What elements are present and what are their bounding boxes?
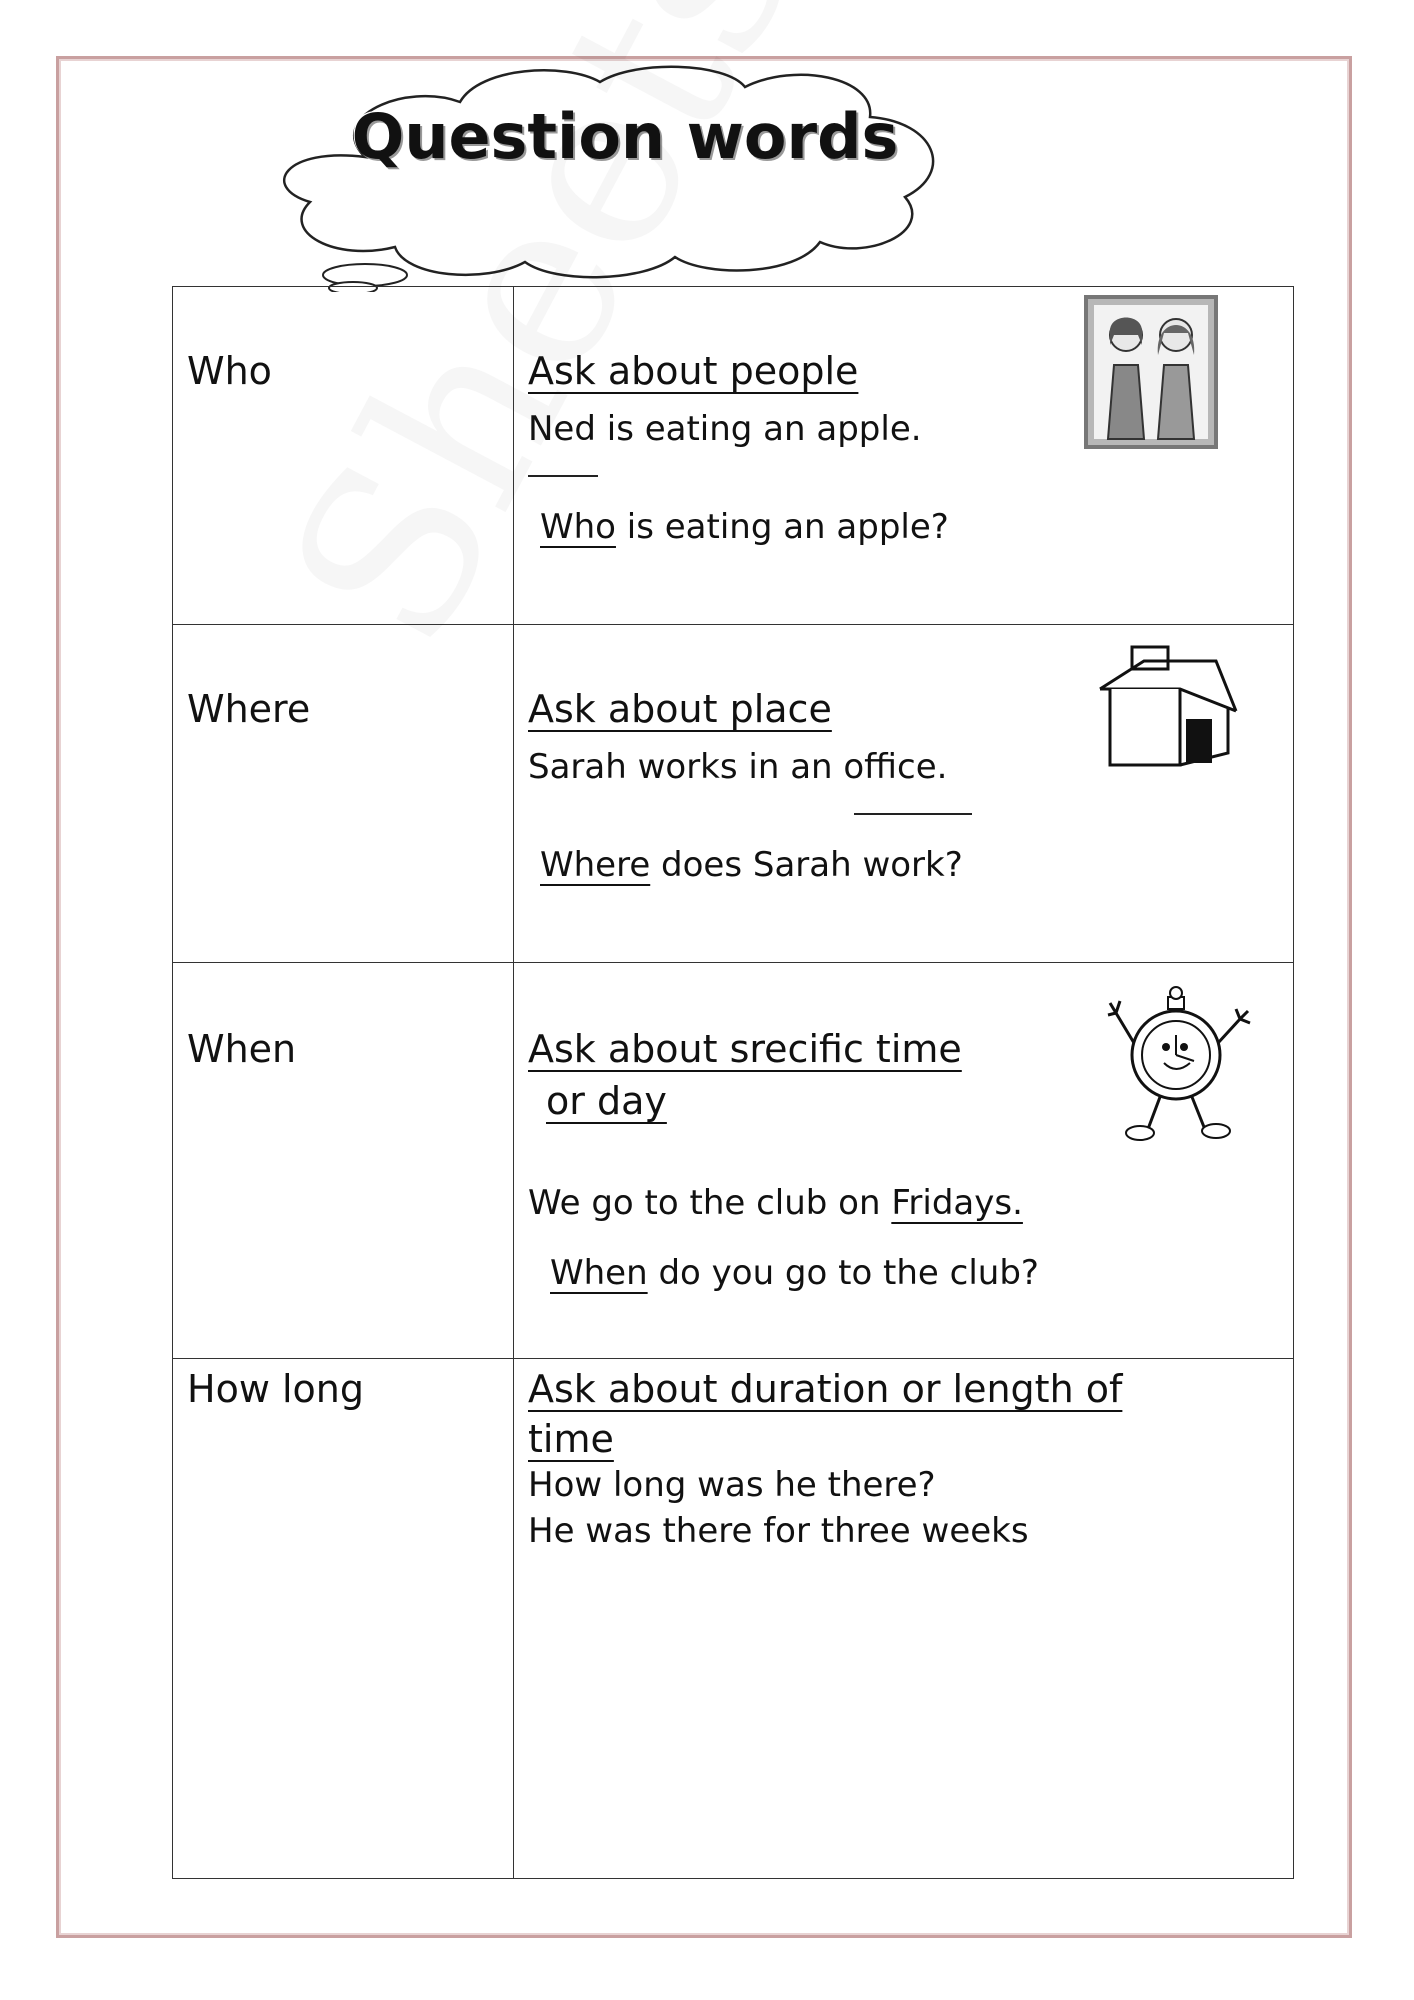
table-row-who: [173, 287, 1294, 625]
example-question: [528, 1253, 1293, 1293]
explanation-cell: [514, 963, 1294, 1359]
example-sentence: [528, 1183, 1293, 1223]
question-word: Who: [187, 349, 272, 393]
page-title: Question words: [351, 100, 899, 173]
row-heading: Ask about people: [528, 349, 859, 393]
question-word-underlined: Where: [540, 845, 651, 885]
thought-cloud: [255, 62, 995, 292]
explanation-cell: [514, 1359, 1294, 1879]
question-word: When: [187, 1027, 297, 1071]
row-heading: Ask about place: [528, 687, 832, 731]
row-heading-line2: time: [528, 1417, 614, 1461]
house-picture: [1094, 641, 1240, 771]
word-cell: [173, 1359, 514, 1879]
example-line-1: How long was he there?: [528, 1465, 936, 1505]
table-row-how-long: [173, 1359, 1294, 1879]
question-word-underlined: When: [550, 1253, 648, 1293]
answer-blank-line: [528, 449, 598, 477]
question-words-table: [172, 286, 1294, 1879]
example-sentence: Sarah works in an office.: [528, 747, 948, 787]
cloud-shape: [255, 62, 995, 292]
row-heading-line1: Ask about srecific time: [528, 1027, 962, 1071]
example-underlined: Fridays.: [891, 1183, 1023, 1223]
question-word: Where: [187, 687, 311, 731]
question-word: How long: [187, 1367, 364, 1411]
answer-blank-line: [854, 787, 972, 815]
explanation-cell: [514, 287, 1294, 625]
word-cell: [173, 287, 514, 625]
question-rest: do you go to the club?: [647, 1253, 1039, 1293]
question-rest: does Sarah work?: [650, 845, 963, 885]
row-heading-line1: Ask about duration or length of: [528, 1367, 1123, 1411]
two-girls-picture: [1084, 295, 1218, 449]
example-before: We go to the club on: [528, 1183, 892, 1223]
question-word-underlined: Who: [540, 507, 616, 547]
example-line-2: He was there for three weeks: [528, 1511, 1029, 1551]
example-question: [528, 507, 1293, 547]
example-sentence: Ned is eating an apple.: [528, 409, 922, 449]
table-row-when: [173, 963, 1294, 1359]
word-cell: [173, 963, 514, 1359]
row-heading-line2: or day: [546, 1079, 667, 1123]
word-cell: [173, 625, 514, 963]
table-row-where: [173, 625, 1294, 963]
clock-character-picture: [1104, 973, 1254, 1145]
example-question: [528, 845, 1293, 885]
question-rest: is eating an apple?: [615, 507, 949, 547]
explanation-cell: [514, 625, 1294, 963]
